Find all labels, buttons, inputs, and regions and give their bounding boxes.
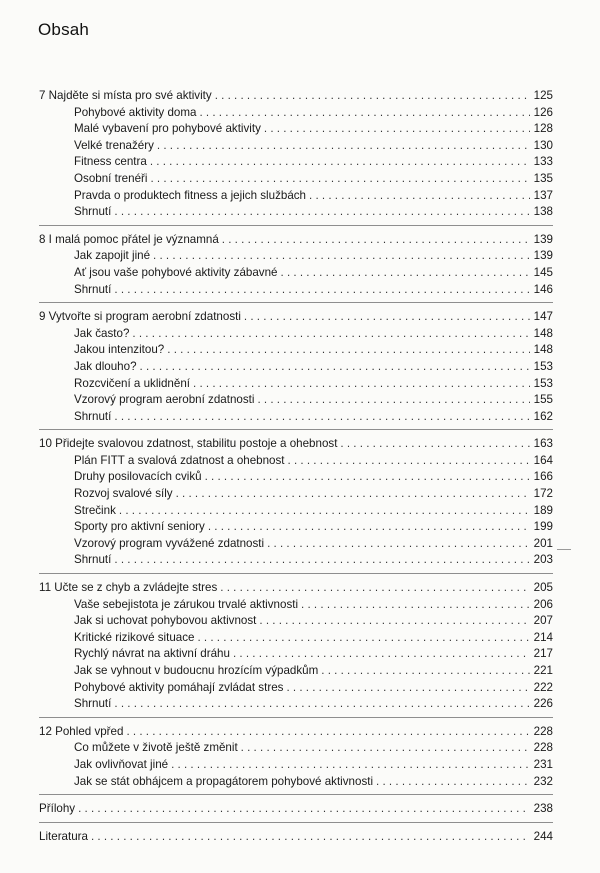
section-entry[interactable]: [39, 519, 553, 536]
dot-leader: [140, 359, 530, 376]
entry-title: 11 Učte se z chyb a zvládejte stres: [39, 581, 218, 595]
dot-leader: [309, 188, 530, 205]
page-number: 153: [533, 376, 553, 390]
entry-title: Velké trenažéry: [74, 138, 154, 152]
page-number: 163: [533, 437, 553, 451]
chapter-group: [39, 724, 553, 795]
page-number: 166: [533, 470, 553, 484]
section-entry[interactable]: [39, 204, 553, 221]
entry-title: Rozcvičení a uklidnění: [74, 376, 190, 390]
page-number: 148: [533, 343, 553, 357]
chapter-entry[interactable]: [39, 580, 553, 597]
entry-title: Osobní trenéři: [74, 171, 148, 185]
entry-title: Shrnutí: [74, 697, 112, 711]
dot-leader: [119, 503, 530, 520]
page-number: 214: [533, 630, 553, 644]
dot-leader: [150, 171, 530, 188]
page-number: 231: [533, 757, 553, 771]
page-title: Obsah: [38, 20, 90, 39]
entry-title: Shrnutí: [74, 205, 112, 219]
section-entry[interactable]: [39, 646, 553, 663]
section-entry[interactable]: [39, 469, 553, 486]
dot-leader: [267, 536, 530, 553]
entry-title: 8 I malá pomoc přátel je významná: [39, 232, 219, 246]
page-number: 207: [533, 614, 553, 628]
section-entry[interactable]: [39, 696, 553, 713]
page-number: 138: [533, 205, 553, 219]
page-number: 128: [533, 122, 553, 136]
page-number: 148: [533, 326, 553, 340]
dot-leader: [132, 326, 530, 343]
dot-leader: [301, 597, 530, 614]
dot-leader: [153, 248, 530, 265]
chapter-entry[interactable]: [39, 829, 553, 846]
page-number: 217: [533, 647, 553, 661]
page-number: 205: [533, 581, 553, 595]
entry-title: Rozvoj svalové síly: [74, 487, 173, 501]
entry-title: Shrnutí: [74, 282, 112, 296]
section-entry[interactable]: [39, 326, 553, 343]
page-number: 232: [533, 774, 553, 788]
dot-leader: [205, 469, 530, 486]
entry-title: Jak dlouho?: [74, 359, 137, 373]
entry-title: 12 Pohled vpřed: [39, 724, 124, 738]
dot-leader: [176, 486, 530, 503]
section-entry[interactable]: [39, 680, 553, 697]
entry-title: Kritické rizikové situace: [74, 630, 195, 644]
page-number: 153: [533, 359, 553, 373]
dot-leader: [215, 88, 530, 105]
page-number: 133: [533, 155, 553, 169]
section-entry[interactable]: [39, 597, 553, 614]
page-number: 238: [533, 802, 553, 816]
dot-leader: [193, 376, 530, 393]
chapter-entry[interactable]: [39, 724, 553, 741]
page-number: 130: [533, 138, 553, 152]
entry-title: Sporty pro aktivní seniory: [74, 520, 205, 534]
dot-leader: [167, 342, 530, 359]
page-number: 221: [533, 664, 553, 677]
section-entry[interactable]: [39, 536, 553, 553]
section-entry[interactable]: [39, 121, 553, 138]
page-number: 244: [533, 829, 553, 843]
dot-leader: [376, 774, 530, 791]
entry-title: Co můžete v životě ještě změnit: [74, 741, 238, 755]
entry-title: Shrnutí: [74, 409, 112, 423]
section-entry[interactable]: [39, 138, 553, 155]
entry-title: Ať jsou vaše pohybové aktivity zábavné: [74, 265, 278, 279]
dot-leader: [208, 519, 530, 536]
dot-leader: [114, 204, 530, 221]
page-number: 162: [533, 409, 553, 423]
section-entry[interactable]: [39, 188, 553, 205]
entry-title: 7 Najděte si místa pro své aktivity: [39, 89, 212, 102]
page-number: 203: [533, 553, 553, 567]
entry-title: Druhy posilovacích cviků: [74, 470, 202, 484]
dot-leader: [114, 696, 530, 713]
entry-title: Pohybové aktivity doma: [74, 105, 197, 119]
section-entry[interactable]: [39, 248, 553, 265]
chapter-group: [39, 88, 553, 226]
entry-title: Jak se stát obhájcem a propagátorem pohybové aktivnosti: [74, 774, 374, 788]
page-number: 226: [533, 697, 553, 711]
chapter-group: [39, 232, 553, 303]
page-number: 137: [533, 188, 553, 202]
page-number: 199: [533, 520, 553, 534]
section-entry[interactable]: [39, 663, 553, 680]
dot-leader: [286, 680, 530, 697]
section-entry[interactable]: [39, 265, 553, 282]
entry-title: Pohybové aktivity pomáhají zvládat stres: [74, 680, 284, 694]
dot-leader: [281, 265, 531, 282]
section-entry[interactable]: [39, 613, 553, 630]
chapter-group: [39, 309, 553, 430]
dot-leader: [199, 105, 530, 122]
page-number: 139: [533, 232, 553, 246]
entry-title: Jak často?: [74, 326, 130, 340]
chapter-entry[interactable]: [39, 88, 553, 105]
page-number: 147: [533, 310, 553, 324]
page-number: 206: [533, 597, 553, 611]
chapter-entry[interactable]: [39, 436, 553, 453]
dot-leader: [222, 232, 530, 249]
chapter-entry[interactable]: [39, 309, 553, 326]
section-entry[interactable]: [39, 342, 553, 359]
dot-leader: [220, 580, 530, 597]
dot-leader: [233, 646, 530, 663]
entry-title: Jakou intenzitou?: [74, 343, 165, 357]
entry-title: Jak si uchovat pohybovou aktivnost: [74, 614, 257, 628]
section-entry[interactable]: [39, 503, 553, 520]
dot-leader: [157, 138, 530, 155]
dot-leader: [340, 436, 530, 453]
chapter-group: [39, 580, 553, 718]
entry-title: Jak ovlivňovat jiné: [74, 757, 169, 771]
page-number: 155: [533, 393, 553, 407]
dot-leader: [171, 757, 530, 774]
dot-leader: [150, 154, 530, 171]
dot-leader: [257, 392, 530, 409]
entry-title: Malé vybavení pro pohybové aktivity: [74, 122, 261, 136]
dot-leader: [264, 121, 530, 138]
entry-title: Jak zapojit jiné: [74, 249, 151, 263]
page-number: 145: [533, 265, 553, 279]
dot-leader: [91, 829, 530, 846]
margin-mark: [557, 549, 571, 550]
entry-title: Vaše sebejistota je zárukou trvalé aktivnosti: [74, 597, 299, 611]
page-number: 135: [533, 171, 553, 185]
dot-leader: [197, 630, 530, 647]
chapter-group: [39, 436, 553, 574]
dot-leader: [78, 801, 530, 818]
section-entry[interactable]: [39, 486, 553, 503]
entry-title: Shrnutí: [74, 553, 112, 567]
section-entry[interactable]: [39, 171, 553, 188]
dot-leader: [241, 740, 530, 757]
entry-title: Jak se vyhnout v budoucnu hrozícím výpadkům: [74, 664, 319, 677]
entry-title: Plán FITT a svalová zdatnost a ohebnost: [74, 453, 285, 467]
chapter-entry[interactable]: [39, 232, 553, 249]
page-number: 146: [533, 282, 553, 296]
chapter-group: [39, 829, 553, 850]
page-number: 228: [533, 724, 553, 738]
dot-leader: [321, 663, 530, 680]
section-entry[interactable]: [39, 740, 553, 757]
section-entry[interactable]: [39, 774, 553, 791]
section-entry[interactable]: [39, 154, 553, 171]
entry-title: Strečink: [74, 503, 116, 517]
entry-title: Literatura: [39, 829, 88, 843]
chapter-group: [39, 801, 553, 823]
page-number: 164: [533, 453, 553, 467]
page-number: 201: [533, 536, 553, 550]
dot-leader: [114, 409, 530, 426]
page-number: 172: [533, 487, 553, 501]
section-entry[interactable]: [39, 392, 553, 409]
section-entry[interactable]: [39, 282, 553, 299]
entry-title: Vzorový program aerobní zdatnosti: [74, 393, 255, 407]
entry-title: 9 Vytvořte si program aerobní zdatnosti: [39, 310, 241, 324]
entry-title: Vzorový program vyvážené zdatnosti: [74, 536, 265, 550]
page-number: 228: [533, 741, 553, 755]
page-number: 222: [533, 680, 553, 694]
section-entry[interactable]: [39, 453, 553, 470]
section-entry[interactable]: [39, 359, 553, 376]
page-number: 126: [533, 105, 553, 119]
dot-leader: [244, 309, 530, 326]
entry-title: Přílohy: [39, 802, 76, 816]
section-entry[interactable]: [39, 757, 553, 774]
entry-title: Rychlý návrat na aktivní dráhu: [74, 647, 230, 661]
section-entry[interactable]: [39, 409, 553, 426]
chapter-entry[interactable]: [39, 801, 553, 818]
dot-leader: [288, 453, 530, 470]
dot-leader: [126, 724, 530, 741]
dot-leader: [114, 552, 530, 569]
section-entry[interactable]: [39, 376, 553, 393]
section-entry[interactable]: [39, 105, 553, 122]
entry-title: Fitness centra: [74, 155, 147, 169]
entry-title: 10 Přidejte svalovou zdatnost, stabilitu postoje a ohebnost: [39, 437, 338, 451]
section-entry[interactable]: [39, 552, 553, 569]
page-number: 139: [533, 249, 553, 263]
entry-title: Pravda o produktech fitness a jejich službách: [74, 188, 307, 202]
dot-leader: [259, 613, 530, 630]
page-number: 125: [533, 89, 553, 102]
dot-leader: [114, 282, 530, 299]
table-of-contents: [39, 88, 553, 855]
section-entry[interactable]: [39, 630, 553, 647]
page-number: 189: [533, 503, 553, 517]
